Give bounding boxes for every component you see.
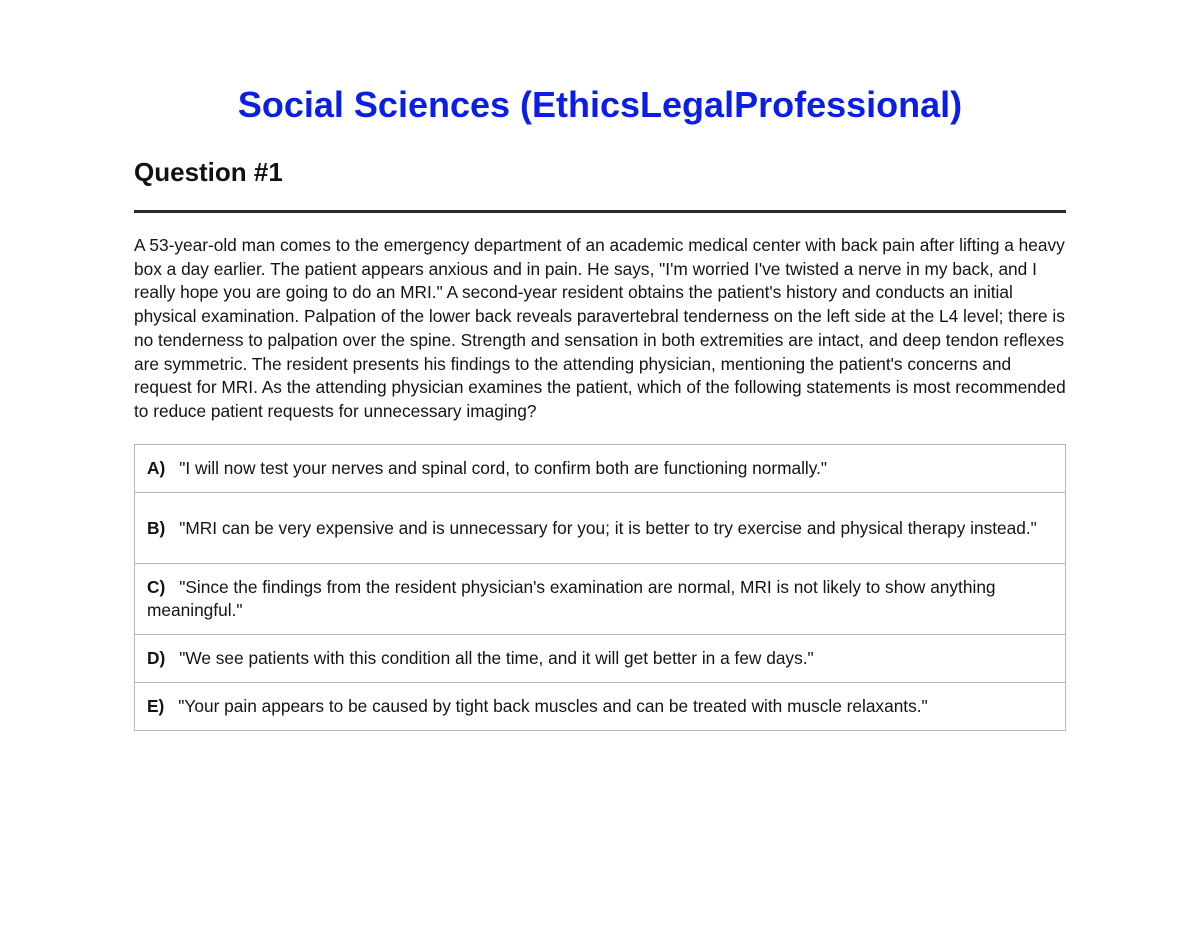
answer-option-e[interactable] — [135, 683, 1066, 731]
option-text: "Your pain appears to be caused by tight back muscles and can be treated with muscle relaxants." — [178, 696, 928, 716]
page-title: Social Sciences (EthicsLegalProfessional) — [237, 84, 963, 125]
heading-divider — [134, 210, 1066, 213]
option-text: "MRI can be very expensive and is unnecessary for you; it is better to try exercise and physical therapy instead." — [179, 517, 1037, 538]
option-letter: A) — [147, 458, 166, 478]
option-letter: E) — [147, 696, 165, 716]
question-heading: Question #1 — [134, 157, 283, 187]
question-stem: A 53-year-old man comes to the emergency department of an academic medical center with back pain after lifting a heavy box a day earlier. The patient appears anxious and in pain. He says, "I'm worried I've twisted a nerve in my back, and I really hope you are going to do an MRI." A second-year resident obtains the patient's history and conducts an initial physical examination. Palpation of the lower back reveals paravertebral tenderness on the left side at the L4 level; there is no tenderness to palpation over the spine. Strength and sensation in both extremities are intact, and deep tendon reflexes are symmetric. The resident presents his findings to the attending physician, mentioning the patient's concerns and request for MRI. As the attending physician examines the patient, which of the following statements is most recommended to reduce patient requests for unnecessary imaging? — [134, 235, 1066, 421]
option-text: "I will now test your nerves and spinal cord, to confirm both are functioning normally." — [179, 458, 828, 478]
option-cell[interactable] — [135, 493, 1066, 564]
option-letter: C) — [147, 577, 166, 597]
answer-option-a[interactable] — [135, 445, 1066, 493]
answer-option-d[interactable] — [135, 635, 1066, 683]
answer-option-c[interactable] — [135, 564, 1066, 635]
option-cell[interactable] — [135, 635, 1066, 683]
option-letter: D) — [147, 648, 166, 668]
answer-option-b[interactable] — [135, 493, 1066, 564]
option-letter: B) — [147, 517, 166, 538]
option-cell[interactable] — [135, 445, 1066, 493]
option-cell[interactable] — [135, 683, 1066, 731]
option-cell[interactable] — [135, 564, 1066, 635]
option-text: "We see patients with this condition all the time, and it will get better in a few days." — [179, 648, 814, 668]
option-text: "Since the findings from the resident physician's examination are normal, MRI is not likely to show anything meaningful." — [147, 577, 996, 620]
answer-options-table — [134, 444, 1066, 731]
